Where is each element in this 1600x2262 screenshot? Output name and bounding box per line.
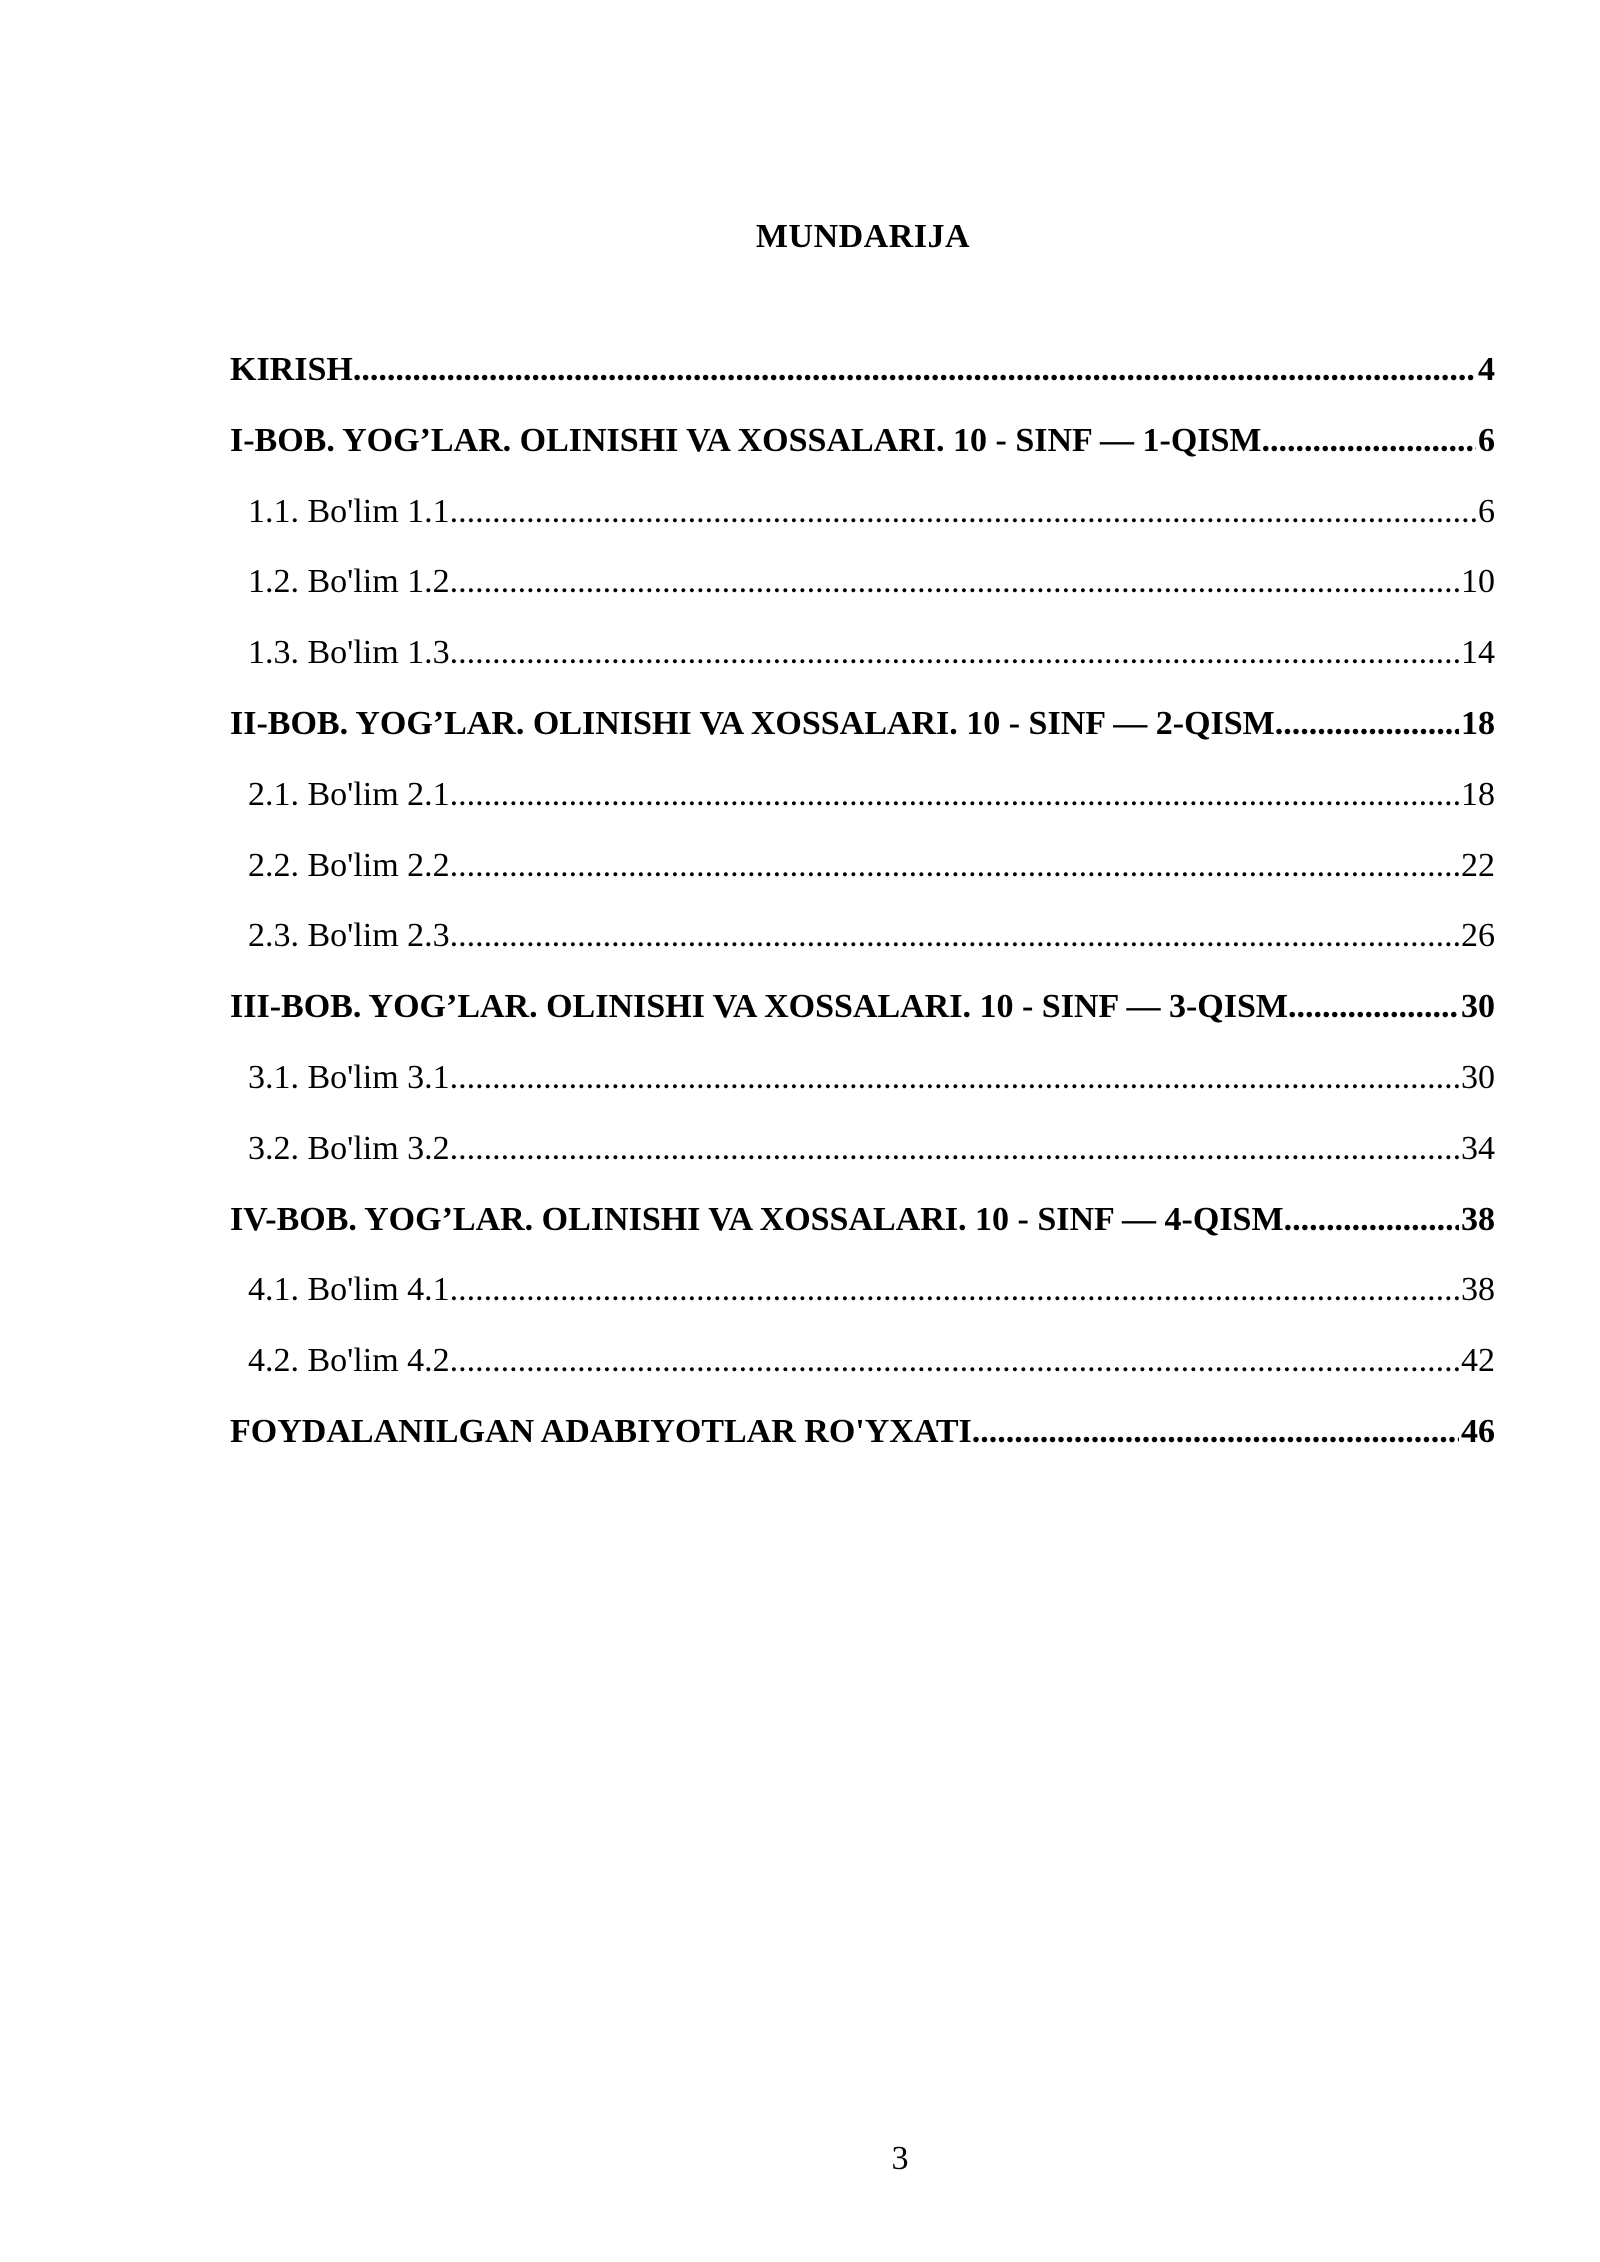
toc-entry-label: 2.2. Bo'lim 2.2	[248, 846, 450, 884]
toc-entry-section-2-3[interactable]	[230, 916, 1495, 987]
toc-entry-section-1-3[interactable]	[230, 633, 1495, 704]
toc-entry-section-1-2[interactable]	[230, 562, 1495, 633]
toc-entry-label: I-BOB. YOG’LAR. OLINISHI VA XOSSALARI. 10 - SINF — 1-QISM	[230, 421, 1262, 459]
toc-entry-references[interactable]	[230, 1412, 1495, 1483]
toc-entry-page: 22	[1461, 846, 1495, 884]
toc-entry-page: 38	[1461, 1271, 1495, 1309]
toc-dot-leader	[450, 1129, 1459, 1169]
toc-entry-page: 42	[1461, 1342, 1495, 1380]
toc-dot-leader	[1284, 1200, 1459, 1240]
toc-entry-label: 2.3. Bo'lim 2.3	[248, 917, 450, 955]
toc-entry-label: 1.3. Bo'lim 1.3	[248, 634, 450, 672]
toc-entry-page: 30	[1461, 988, 1495, 1026]
toc-entry-page: 46	[1461, 1412, 1495, 1450]
toc-entry-chapter-3[interactable]	[230, 987, 1495, 1058]
toc-entry-page: 10	[1461, 563, 1495, 601]
toc-entry-section-3-2[interactable]	[230, 1129, 1495, 1200]
toc-entry-page: 18	[1461, 704, 1495, 742]
toc-entry-introduction[interactable]	[230, 350, 1495, 421]
toc-entry-chapter-2[interactable]	[230, 704, 1495, 775]
toc-entry-section-4-2[interactable]	[230, 1341, 1495, 1412]
toc-entry-chapter-4[interactable]	[230, 1200, 1495, 1271]
toc-entry-label: KIRISH	[230, 351, 353, 388]
toc-entry-page: 38	[1461, 1200, 1495, 1238]
toc-entry-page: 6	[1478, 421, 1495, 459]
toc-dot-leader	[1262, 421, 1476, 461]
toc-entry-page: 4	[1478, 351, 1495, 388]
page-number: 3	[891, 2140, 909, 2177]
table-of-contents	[230, 350, 1495, 1483]
toc-dot-leader	[450, 846, 1459, 886]
toc-dot-leader	[353, 350, 1476, 390]
toc-entry-page: 18	[1461, 775, 1495, 813]
toc-entry-label: 3.2. Bo'lim 3.2	[248, 1129, 450, 1167]
toc-entry-section-2-2[interactable]	[230, 846, 1495, 917]
toc-entry-page: 26	[1461, 917, 1495, 955]
toc-entry-page: 34	[1461, 1129, 1495, 1167]
page-title: MUNDARIJA	[755, 218, 971, 255]
toc-entry-section-2-1[interactable]	[230, 775, 1495, 846]
toc-entry-section-4-1[interactable]	[230, 1270, 1495, 1341]
toc-dot-leader	[450, 1058, 1459, 1098]
toc-entry-page: 6	[1478, 492, 1495, 530]
toc-entry-label: 3.1. Bo'lim 3.1	[248, 1058, 450, 1096]
toc-dot-leader	[450, 775, 1459, 815]
toc-entry-label: 1.1. Bo'lim 1.1	[248, 492, 450, 530]
toc-dot-leader	[450, 1341, 1459, 1381]
toc-entry-section-3-1[interactable]	[230, 1058, 1495, 1129]
toc-dot-leader	[450, 633, 1459, 673]
toc-dot-leader	[450, 562, 1459, 602]
toc-entry-label: 4.1. Bo'lim 4.1	[248, 1271, 450, 1309]
toc-entry-label: 2.1. Bo'lim 2.1	[248, 775, 450, 813]
toc-dot-leader	[1288, 987, 1459, 1027]
toc-entry-chapter-1[interactable]	[230, 421, 1495, 492]
toc-entry-label: II-BOB. YOG’LAR. OLINISHI VA XOSSALARI. 10 - SINF — 2-QISM	[230, 704, 1275, 742]
toc-entry-label: 1.2. Bo'lim 1.2	[248, 563, 450, 601]
toc-entry-page: 14	[1461, 634, 1495, 672]
toc-entry-label: III-BOB. YOG’LAR. OLINISHI VA XOSSALARI. 10 - SINF — 3-QISM	[230, 988, 1288, 1026]
toc-dot-leader	[450, 916, 1459, 956]
toc-entry-label: 4.2. Bo'lim 4.2	[248, 1342, 450, 1380]
toc-dot-leader	[450, 492, 1476, 532]
toc-dot-leader	[450, 1270, 1459, 1310]
toc-dot-leader	[972, 1412, 1459, 1452]
toc-dot-leader	[1275, 704, 1459, 744]
toc-entry-label: IV-BOB. YOG’LAR. OLINISHI VA XOSSALARI. 10 - SINF — 4-QISM	[230, 1200, 1284, 1238]
toc-entry-page: 30	[1461, 1058, 1495, 1096]
toc-entry-section-1-1[interactable]	[230, 492, 1495, 563]
toc-entry-label: FOYDALANILGAN ADABIYOTLAR RO'YXATI	[230, 1412, 972, 1450]
